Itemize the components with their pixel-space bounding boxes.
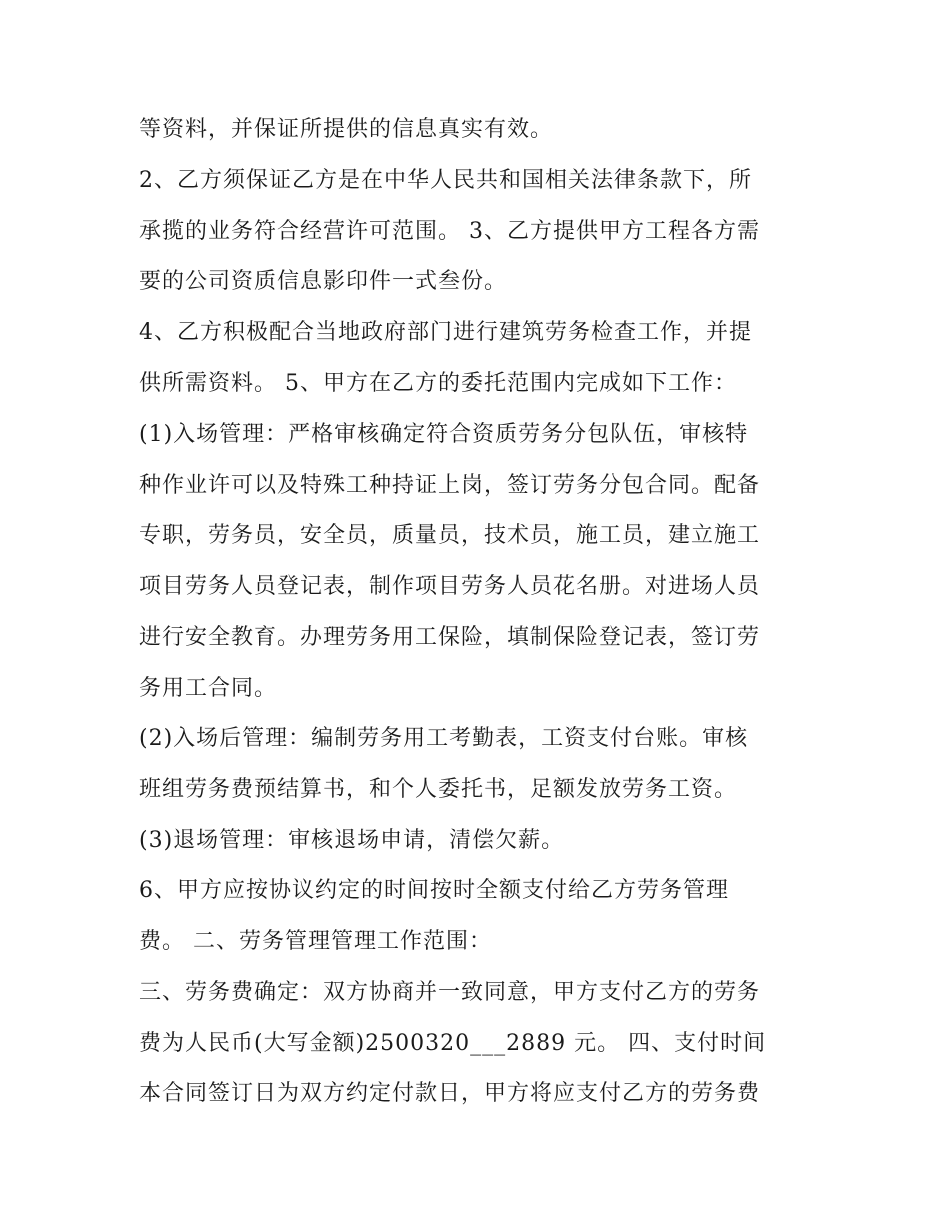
text-line: 费。 二、劳务管理管理工作范围： bbox=[139, 929, 492, 954]
text-line: (1)入场管理：严格审核确定符合资质劳务分包队伍，审核特 bbox=[139, 422, 749, 447]
text-line: 本合同签订日为双方约定付款日，甲方将应支付乙方的劳务费 bbox=[139, 1081, 761, 1106]
text-line: 种作业许可以及特殊工种持证上岗，签订劳务分包合同。配备 bbox=[139, 473, 761, 498]
text-line: 2、乙方须保证乙方是在中华人民共和国相关法律条款下，所 bbox=[139, 168, 752, 193]
text-line: (2)入场后管理：编制劳务用工考勤表，工资支付台账。审核 bbox=[139, 726, 749, 751]
text-line: 专职，劳务员，安全员，质量员，技术员，施工员，建立施工 bbox=[139, 523, 761, 548]
text-line: 项目劳务人员登记表，制作项目劳务人员花名册。对进场人员 bbox=[139, 574, 761, 599]
text-line: 供所需资料。 5、甲方在乙方的委托范围内完成如下工作： bbox=[139, 371, 737, 396]
text-line: 班组劳务费预结算书，和个人委托书，足额发放劳务工资。 bbox=[139, 777, 738, 802]
text-line: 4、乙方积极配合当地政府部门进行建筑劳务检查工作，并提 bbox=[139, 320, 752, 345]
text-line: 务用工合同。 bbox=[139, 676, 278, 701]
text-line: 三、劳务费确定：双方协商并一致同意，甲方支付乙方的劳务 bbox=[139, 980, 761, 1005]
text-line: 进行安全教育。办理劳务用工保险，填制保险登记表，签订劳 bbox=[139, 625, 761, 650]
text-line: 6、甲方应按协议约定的时间按时全额支付给乙方劳务管理 bbox=[139, 878, 729, 903]
text-line: (3)退场管理：审核退场申请，清偿欠薪。 bbox=[139, 828, 565, 853]
text-line: 费为人民币(大写金额)2500320___2889 元。 四、支付时间 bbox=[139, 1031, 767, 1056]
text-line: 承揽的业务符合经营许可范围。 3、乙方提供甲方工程各方需 bbox=[139, 219, 760, 244]
text-line: 等资料，并保证所提供的信息真实有效。 bbox=[139, 117, 554, 142]
text-line: 要的公司资质信息影印件一式叁份。 bbox=[139, 269, 508, 294]
